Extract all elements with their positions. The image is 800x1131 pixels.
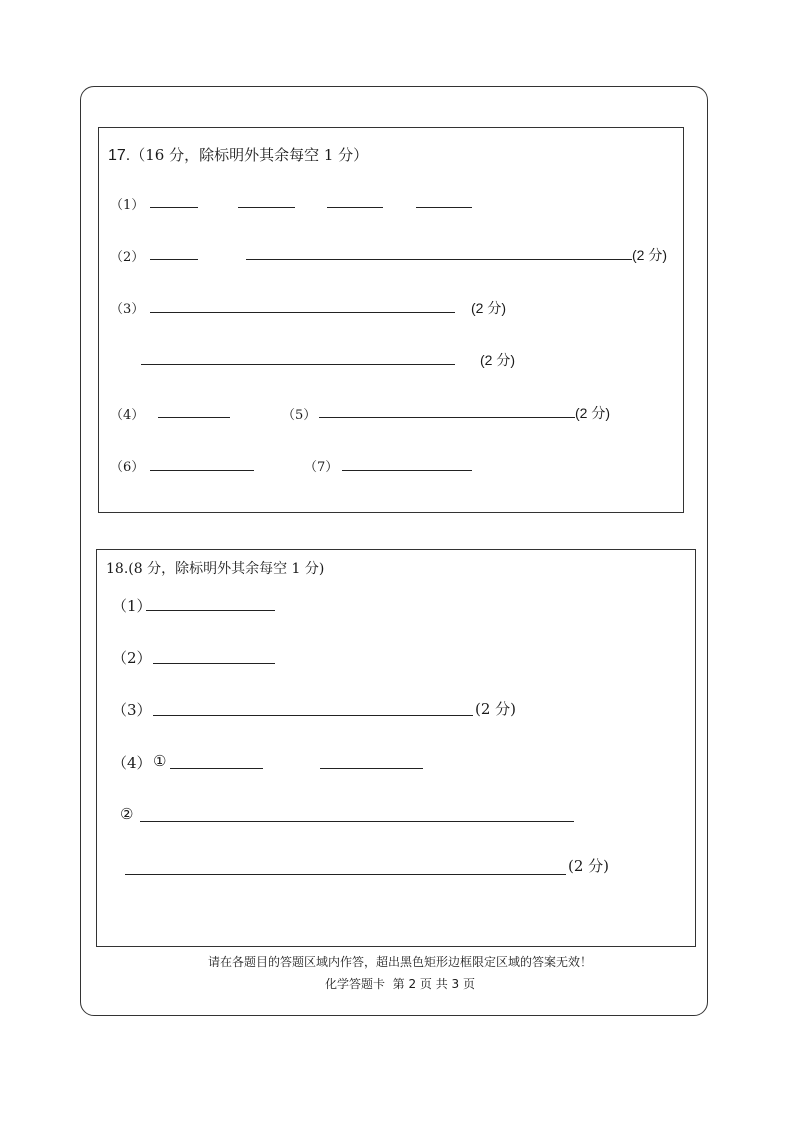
q18-part3-blank[interactable] — [153, 715, 473, 716]
q17-part1-blank-4[interactable] — [416, 207, 472, 208]
q17-part7-blank[interactable] — [342, 470, 472, 471]
q17-part2-points: (2 分) — [632, 247, 667, 263]
q17-part2-blank-1[interactable] — [150, 259, 198, 260]
question-17-title — [108, 144, 368, 165]
q17-part5-points: (2 分) — [575, 405, 610, 421]
q17-part4-blank[interactable] — [158, 417, 230, 418]
q17-part3-blank-1[interactable] — [150, 312, 455, 313]
q18-part2-label: （2） — [112, 649, 152, 667]
q18-part1-label: （1） — [112, 597, 152, 615]
q17-part6-label: （6） — [110, 460, 145, 475]
q17-part3-points-a: (2 分) — [471, 300, 506, 316]
question-18-box — [96, 549, 696, 947]
q17-part1-blank-2[interactable] — [238, 207, 295, 208]
q18-part1-blank[interactable] — [146, 610, 275, 611]
q17-part1-blank-3[interactable] — [327, 207, 383, 208]
q17-part1-blank-1[interactable] — [150, 207, 198, 208]
q18-part4-sub1-blank-1[interactable] — [170, 768, 263, 769]
q17-part3-points-b: (2 分) — [480, 352, 515, 368]
question-18-title: 18.(8 分，除标明外其余每空 1 分) — [106, 561, 325, 577]
q17-part4-label: （4） — [110, 408, 145, 423]
page-info: 化学答题卡 第 2 页 共 3 页 — [325, 977, 475, 991]
q17-part3-blank-2[interactable] — [141, 364, 455, 365]
q18-part3-label: （3） — [112, 701, 152, 719]
q18-part4-sub2-marker: ② — [120, 805, 134, 823]
q17-part3-label: （3） — [110, 302, 145, 317]
q18-part4-points: (2 分) — [568, 857, 610, 875]
question-17-box — [98, 127, 684, 513]
q18-part4-sub2-blank-1[interactable] — [140, 821, 574, 822]
q17-part2-label: （2） — [110, 250, 145, 265]
q18-part4-label: （4） — [112, 754, 152, 772]
q18-part4-sub2-blank-2[interactable] — [125, 874, 566, 875]
q17-part5-blank[interactable] — [319, 417, 575, 418]
question-17-number: 17. — [108, 147, 131, 164]
q18-part2-blank[interactable] — [153, 663, 275, 664]
q17-part2-blank-2[interactable] — [246, 259, 632, 260]
q17-part1-label: （1） — [110, 198, 145, 213]
q18-part3-points: (2 分) — [475, 700, 517, 718]
q17-part7-label: （7） — [304, 460, 339, 475]
question-17-scoring-note: （16 分，除标明外其余每空 1 分） — [130, 146, 369, 164]
q18-part4-sub1-blank-2[interactable] — [320, 768, 423, 769]
q18-part4-sub1-marker: ① — [153, 752, 167, 770]
answer-area-notice: 请在各题目的答题区域内作答，超出黑色矩形边框限定区域的答案无效！ — [207, 955, 592, 969]
q17-part5-label: （5） — [282, 408, 317, 423]
q17-part6-blank[interactable] — [150, 470, 254, 471]
